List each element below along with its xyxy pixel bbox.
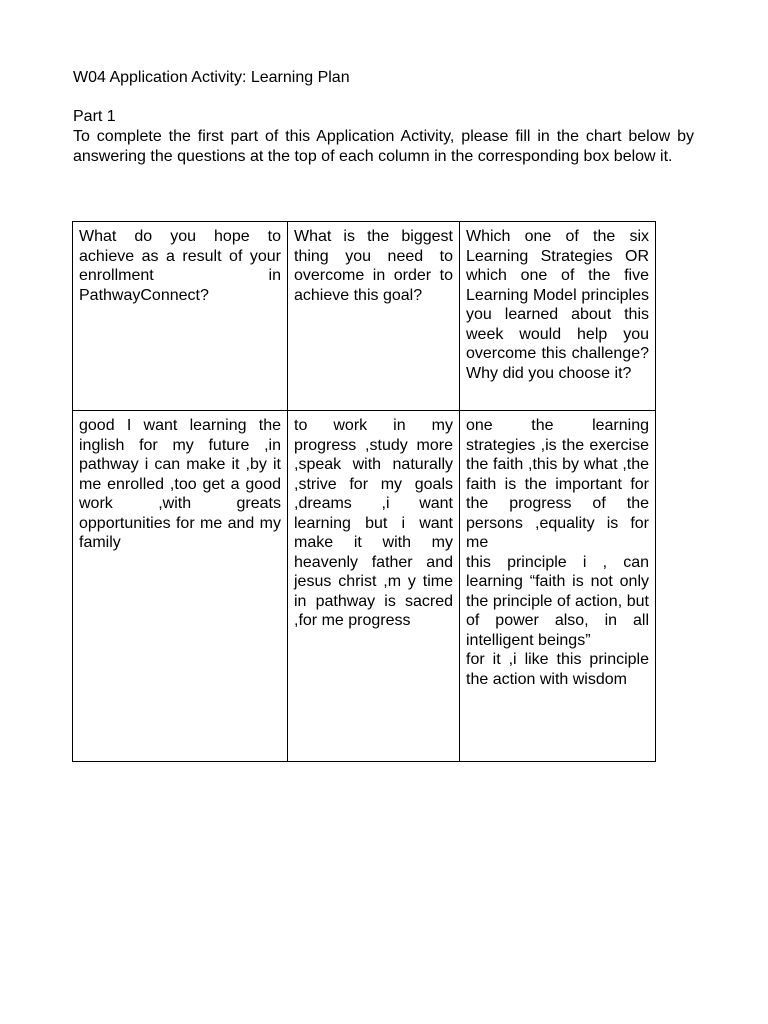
answer-paragraph: for it ,i like this principle the action with wisdom <box>466 651 649 688</box>
question-cell-hope: What do you hope to achieve as a result of your enrollment in PathwayConnect? <box>73 222 288 411</box>
learning-plan-chart <box>72 221 656 762</box>
part-label: Part 1 <box>73 108 116 125</box>
answer-cell-hope: good I want learning the inglish for my future ,in pathway i can make it ,by it me enrolled ,too get a good work ,with greats opportunities for me and my family <box>73 411 288 762</box>
question-row <box>73 222 656 411</box>
question-cell-strategy: Which one of the six Learning Strategies OR which one of the five Learning Model principles you learned about this week would help you overcome this challenge? Why did you choose it? <box>460 222 656 411</box>
question-cell-obstacle: What is the biggest thing you need to overcome in order to achieve this goal? <box>288 222 460 411</box>
intro-paragraph: To complete the first part of this Application Activity, please fill in the chart below by answering the questions at the top of each column in the corresponding box below it. <box>73 128 694 165</box>
answer-cell-strategy <box>460 411 656 762</box>
answer-paragraph: one the learning strategies ,is the exercise the faith ,this by what ,the faith is the important for the progress of the persons ,equality is for me <box>466 417 649 551</box>
answer-paragraph: this principle i , can learning “faith is not only the principle of action, but of power also, in all intelligent beings” <box>466 553 649 649</box>
answer-row <box>73 411 656 762</box>
page-title: W04 Application Activity: Learning Plan <box>73 69 350 86</box>
answer-cell-obstacle: to work in my progress ,study more ,speak with naturally ,strive for my goals ,dreams ,i want learning but i want make it with my heavenly father and jesus christ ,m y time in pathway is sacred ,for me progress <box>288 411 460 762</box>
